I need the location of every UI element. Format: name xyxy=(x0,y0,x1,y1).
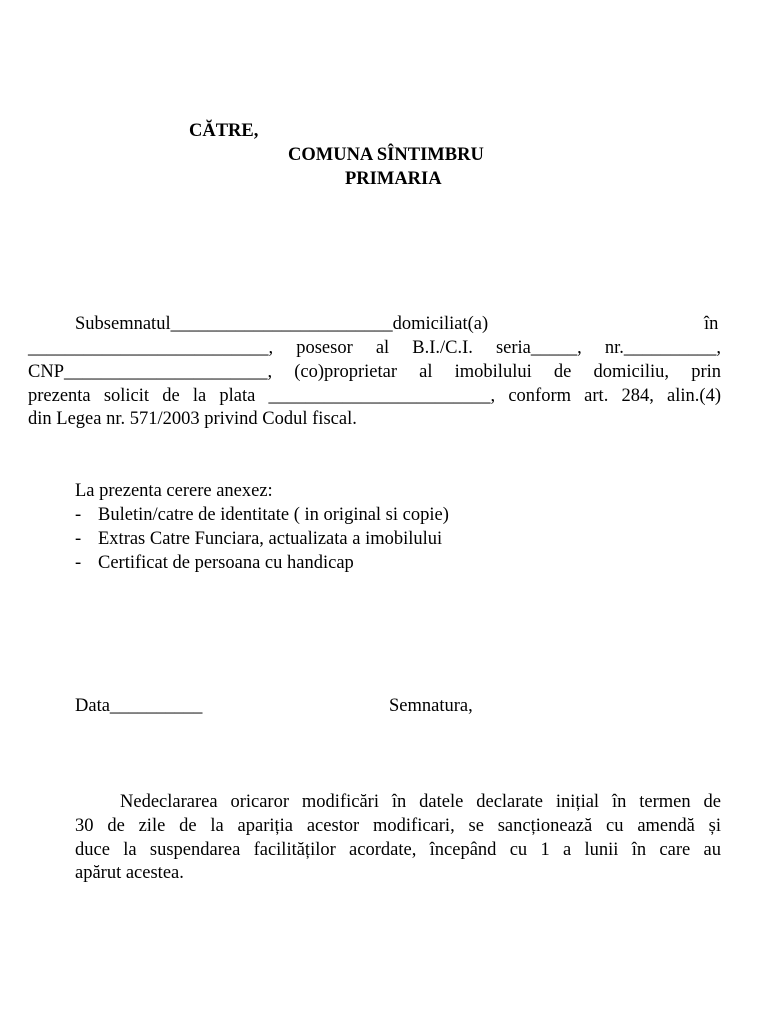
date-field-label: Data__________ xyxy=(75,696,203,716)
notice-line-4: apărut acestea. xyxy=(75,863,184,883)
declaration-line-2: __________________________, posesor al B.I./C.I. seria_____, nr.__________, xyxy=(28,338,721,358)
declaration-line-1b: în xyxy=(704,314,719,334)
annex-intro: La prezenta cerere anexez: xyxy=(75,481,273,501)
addressee-label: CĂTRE, xyxy=(189,121,259,141)
institution-name: COMUNA SÎNTIMBRU xyxy=(288,145,484,165)
declaration-line-5: din Legea nr. 571/2003 privind Codul fiscal. xyxy=(28,409,357,429)
notice-line-2: 30 de zile de la apariția acestor modificari, se sancționează cu amendă și xyxy=(75,816,721,836)
declaration-line-1a: Subsemnatul________________________domiciliat(a) xyxy=(75,314,489,334)
signature-label: Semnatura, xyxy=(389,696,473,716)
list-bullet: - xyxy=(75,529,82,549)
declaration-line-4: prezenta solicit de la plata ________________________, conform art. 284, alin.(4) xyxy=(28,386,721,406)
annex-item-id-card: Buletin/catre de identitate ( in original si copie) xyxy=(98,505,449,525)
annex-item-disability-cert: Certificat de persoana cu handicap xyxy=(98,553,354,573)
list-bullet: - xyxy=(75,553,82,573)
office-name: PRIMARIA xyxy=(345,169,442,189)
declaration-line-3: CNP______________________, (co)proprietar al imobilului de domiciliu, prin xyxy=(28,362,721,382)
annex-item-land-extract: Extras Catre Funciara, actualizata a imobilului xyxy=(98,529,443,549)
list-bullet: - xyxy=(75,505,82,525)
notice-line-3: duce la suspendarea facilităților acordate, începând cu 1 a lunii în care au xyxy=(75,840,721,860)
notice-line-1: Nedeclararea oricaror modificări în datele declarate inițial în termen de xyxy=(120,792,721,812)
